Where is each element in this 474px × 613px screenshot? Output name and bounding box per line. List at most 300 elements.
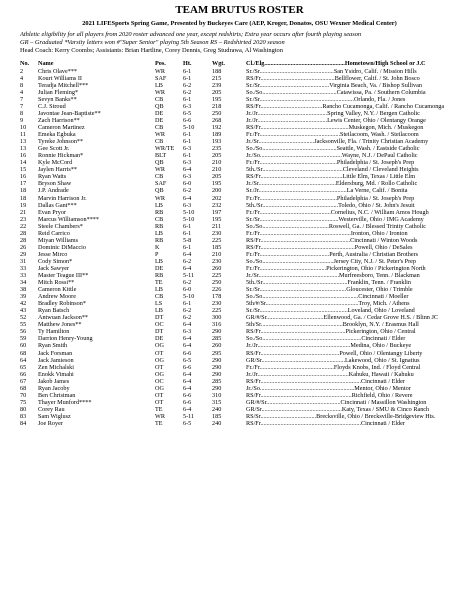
header-number: No. <box>20 59 30 67</box>
player-class-hometown: Fr./Fr................................................Floyds Knobs, Ind. / Floyd Central <box>246 363 421 371</box>
player-weight: 185 <box>212 243 222 251</box>
table-row <box>20 82 459 89</box>
eligibility-note: Athletic eligibility for all players from 2020 roster advanced one year, except redshirts; Extra year occurs after fourth playing season <box>20 31 362 38</box>
player-number: 9 <box>20 116 24 124</box>
player-class-hometown: 5th/#/Sr............................................................Troy, Mich. / Athens <box>246 300 410 308</box>
player-number: 29 <box>20 250 27 258</box>
player-position: CB <box>155 95 164 103</box>
player-weight: 232 <box>212 201 222 209</box>
player-name: Ryan Smith <box>38 342 68 350</box>
player-number: 68 <box>20 384 27 392</box>
player-position: CB <box>155 173 164 181</box>
player-position: OT <box>155 349 164 357</box>
player-height: 6-2 <box>183 88 192 96</box>
player-position: RB <box>155 272 164 280</box>
table-row <box>20 216 459 223</box>
page-subtitle: 2021 LIFESports Spring Game, Presented by Buckeyes Care (AEP, Kroger, Donatos, OSU Wexner Medical Center) <box>82 20 397 27</box>
player-name: Jesse Mirco <box>38 250 68 258</box>
player-height: 5-8 <box>183 236 192 244</box>
player-weight: 218 <box>212 102 222 110</box>
player-position: RB <box>155 236 164 244</box>
player-position: LB <box>155 286 163 294</box>
player-height: 6-5 <box>183 356 192 364</box>
player-number: 38 <box>20 286 27 294</box>
player-weight: 230 <box>212 300 222 308</box>
player-weight: 315 <box>212 398 222 406</box>
table-row <box>20 350 459 357</box>
player-position: DE <box>155 116 164 124</box>
player-position: OC <box>155 321 164 329</box>
player-position: DT <box>155 328 164 336</box>
player-height: 6-5 <box>183 109 192 117</box>
player-number: 13 <box>20 138 27 146</box>
table-row <box>20 173 459 180</box>
player-weight: 211 <box>212 222 222 230</box>
table-row <box>20 364 459 371</box>
player-weight: 300 <box>212 314 222 322</box>
player-position: SAF <box>155 74 167 82</box>
player-height: 6-5 <box>183 420 192 427</box>
player-class-hometown: Jr./Jr.............................................Lewis Center, Ohio / Olentangy Orange <box>246 116 426 124</box>
player-height: 6-3 <box>183 328 192 336</box>
player-weight: 185 <box>212 412 222 420</box>
player-weight: 250 <box>212 279 222 287</box>
player-height: 6-4 <box>183 405 192 413</box>
player-position: WR/TE <box>155 145 175 153</box>
player-height: 5-10 <box>183 208 195 216</box>
player-number: 67 <box>20 377 27 385</box>
player-weight: 290 <box>212 384 222 392</box>
table-row <box>20 371 459 378</box>
player-number: 18 <box>20 194 27 202</box>
table-row <box>20 293 459 300</box>
player-number: 26 <box>20 243 27 251</box>
player-name: Zach Harrison** <box>38 116 80 124</box>
player-name: Dominic DiMaccio <box>38 243 86 251</box>
player-name: Ryan Batsch <box>38 307 70 315</box>
player-position: WR <box>155 166 165 174</box>
table-row <box>20 342 459 349</box>
player-number: 16 <box>20 173 27 181</box>
player-weight: 239 <box>212 81 222 89</box>
player-name: Jack Forsman <box>38 349 73 357</box>
player-height: 6-4 <box>183 384 192 392</box>
player-height: 6-4 <box>183 335 192 343</box>
table-row <box>20 68 459 75</box>
player-name: Cameron Kittle <box>38 286 77 294</box>
table-row <box>20 223 459 230</box>
player-height: 6-1 <box>183 243 192 251</box>
player-height: 6-4 <box>183 321 192 329</box>
player-number: 68 <box>20 349 27 357</box>
player-height: 6-3 <box>183 201 192 209</box>
player-weight: 285 <box>212 377 222 385</box>
player-position: CB <box>155 124 164 132</box>
player-name: J.P. Andrade <box>38 187 69 195</box>
player-name: Julian Fleming* <box>38 88 79 96</box>
player-height: 5-10 <box>183 124 195 132</box>
table-row <box>20 321 459 328</box>
player-name: Kyle McCord <box>38 159 73 167</box>
player-number: 59 <box>20 335 27 343</box>
page-title: TEAM BRUTUS ROSTER <box>175 4 304 16</box>
player-class-hometown: GR/Sr......................................................Lakewood, Ohio / St. Ignatius <box>246 356 420 364</box>
player-class-hometown: Sr./Sr........................................................Gloucester, Ohio / Trimble <box>246 286 413 294</box>
player-number: 64 <box>20 356 27 364</box>
player-name: Teradja Mitchell*** <box>38 81 89 89</box>
player-class-hometown: So./So................................................Seattle, Wash. / Eastside Catholic <box>246 145 420 153</box>
table-row <box>20 406 459 413</box>
player-name: Kourt Williams II <box>38 74 82 82</box>
player-height: 6-4 <box>183 250 192 258</box>
player-number: 7 <box>20 95 24 103</box>
player-name: Cameron Martinez <box>38 124 85 132</box>
player-class-hometown: Sr./Sr................................................San Ysidro, Calif. / Mission Hills <box>246 67 417 75</box>
player-position: DE <box>155 109 164 117</box>
player-weight: 192 <box>212 124 222 132</box>
player-number: 70 <box>20 391 27 399</box>
player-height: 6-6 <box>183 363 192 371</box>
player-weight: 195 <box>212 215 222 223</box>
player-number: 42 <box>20 300 27 308</box>
player-weight: 210 <box>212 166 222 174</box>
player-height: 5-10 <box>183 215 195 223</box>
player-name: Miyan Williams <box>38 236 79 244</box>
player-class-hometown: Fr./Fr..................................................Philadelphia / St. Joseph's Prep <box>246 194 415 202</box>
player-class-hometown: Jr./Jr...........................................................Kahuku, Hawaii / Kahuku <box>246 370 414 378</box>
player-number: 75 <box>20 398 27 406</box>
player-class-hometown: RS/Fr................................................Bellflower, Calif. / St. John Bosco <box>246 74 420 82</box>
table-row <box>20 244 459 251</box>
player-position: QB <box>155 187 164 195</box>
player-class-hometown: Sr./Sr.........................................................Loveland, Ohio / Loveland <box>246 307 415 315</box>
player-class-hometown: GR/#/Sr................................................Cincinnati / Massillon Washington <box>246 398 427 406</box>
player-number: 66 <box>20 370 27 378</box>
player-height: 6-1 <box>183 138 192 146</box>
player-class-hometown: So./So...........................................Roswell, Ga. / Blessed Trinity Catholic <box>246 222 426 230</box>
player-position: DE <box>155 335 164 343</box>
player-number: 18 <box>20 187 27 195</box>
player-number: 84 <box>20 420 27 427</box>
player-position: OG <box>155 356 164 364</box>
player-position: BLT <box>155 152 167 160</box>
player-class-hometown: Fr./Fr..................................................Philadelphia / St. Joseph's Prep <box>246 159 415 167</box>
player-class-hometown: 5th/Sr.....................................................Brooklyn, N.Y. / Erasmus Hall <box>246 321 419 329</box>
player-weight: 260 <box>212 264 222 272</box>
player-position: WR <box>155 194 165 202</box>
player-name: Jack Sawyer <box>38 264 70 272</box>
player-number: 11 <box>20 131 26 139</box>
player-name: Jaylen Harris** <box>38 166 78 174</box>
player-weight: 188 <box>212 67 222 75</box>
player-class-hometown: Jr./Sr....................................Jacksonville, Fla. / Trinity Christian Academy <box>246 138 429 146</box>
table-row <box>20 265 459 272</box>
player-height: 6-4 <box>183 166 192 174</box>
player-weight: 200 <box>212 187 222 195</box>
player-weight: 202 <box>212 194 222 202</box>
table-row <box>20 237 459 244</box>
player-position: CB <box>155 293 164 301</box>
player-weight: 225 <box>212 272 222 280</box>
player-height: 6-3 <box>183 173 192 181</box>
roster-table <box>20 60 459 427</box>
player-height: 6-1 <box>183 67 192 75</box>
table-row <box>20 145 459 152</box>
player-name: Darrion Henry-Young <box>38 335 93 343</box>
player-class-hometown: Sr./Sr.............................................Virginia Beach, Va. / Bishop Sullivan <box>246 81 422 89</box>
player-class-hometown: Sr./Sr...................................................Westerville, Ohio / IMG Academy <box>246 215 424 223</box>
player-name: Sam Wiglusz <box>38 412 71 420</box>
player-number: 16 <box>20 152 27 160</box>
player-number: 13 <box>20 145 27 153</box>
player-number: 28 <box>20 236 27 244</box>
table-row <box>20 96 459 103</box>
player-name: Marcus Williamson**** <box>38 215 99 223</box>
player-position: OG <box>155 384 164 392</box>
table-row <box>20 328 459 335</box>
player-number: 33 <box>20 272 27 280</box>
player-number: 56 <box>20 328 27 336</box>
table-row <box>20 131 459 138</box>
table-row <box>20 272 459 279</box>
player-class-hometown: Fr./Fr...........................................Pickerington, Ohio / Pickerington North <box>246 264 426 272</box>
player-class-hometown: RS/Fr...................................................Powell, Ohio / Olentangy Liberty <box>246 349 423 357</box>
player-class-hometown: So./So................................................Catawissa, Pa. / Southern Columbia <box>246 88 426 96</box>
player-height: 6-6 <box>183 398 192 406</box>
player-position: LB <box>155 257 163 265</box>
table-row <box>20 392 459 399</box>
player-number: 2 <box>20 67 24 75</box>
player-name: Emeka Egbuka <box>38 131 76 139</box>
roster-body <box>20 68 459 427</box>
player-class-hometown: RS/Fr........................................Rancho Cucamonga, Calif. / Rancho Cucamonga <box>246 102 445 110</box>
player-class-hometown: Sr./Jr.........................................................La Verne, Calif. / Bonita <box>246 187 408 195</box>
player-class-hometown: Jr./Sr..................................................Eldersburg, Md. / Rollo Catholic <box>246 180 418 188</box>
player-number: 17 <box>20 180 27 188</box>
table-row <box>20 209 459 216</box>
player-number: 65 <box>20 363 27 371</box>
player-class-hometown: 5th./Sr.................................................Toledo, Ohio / St. John's Jesuit <box>246 201 415 209</box>
player-position: TE <box>155 405 163 413</box>
player-name: Javontae Jean-Baptiste** <box>38 109 101 117</box>
player-name: Antwuan Jackson** <box>38 314 89 322</box>
player-class-hometown: RS/Sr....................................Brecksville, Ohio / Brecksville-Bridgeview Hts. <box>246 412 436 420</box>
player-weight: 193 <box>212 138 222 146</box>
player-class-hometown: Fr./Fr....................................................Steilacoom, Wash. / Steilacoom <box>246 131 419 139</box>
table-row <box>20 307 459 314</box>
player-name: Sevyn Banks** <box>38 95 77 103</box>
player-number: 19 <box>20 201 27 209</box>
player-position: DE <box>155 264 164 272</box>
player-name: Ryan Watts <box>38 173 67 181</box>
player-height: 6-0 <box>183 286 192 294</box>
player-height: 5-10 <box>183 293 195 301</box>
player-number: 14 <box>20 159 27 167</box>
table-row <box>20 103 459 110</box>
player-class-hometown: Jr./Sr....................................................Murfreesboro, Tenn. / Blackman <box>246 272 420 280</box>
player-position: OG <box>155 342 164 350</box>
player-name: Jakob James <box>38 377 70 385</box>
player-number: 7 <box>20 102 24 110</box>
table-row <box>20 110 459 117</box>
player-name: Reid Carrico <box>38 229 70 237</box>
player-height: 6-2 <box>183 187 192 195</box>
player-weight: 250 <box>212 109 222 117</box>
table-row <box>20 202 459 209</box>
player-number: 23 <box>20 215 27 223</box>
player-name: Ben Christman <box>38 391 76 399</box>
player-weight: 226 <box>212 286 222 294</box>
player-weight: 295 <box>212 349 222 357</box>
player-position: OT <box>155 398 164 406</box>
player-height: 6-4 <box>183 370 192 378</box>
player-weight: 178 <box>212 293 222 301</box>
player-name: Gee Scott Jr. <box>38 145 70 153</box>
player-name: Steele Chambers* <box>38 222 83 230</box>
header-weight: Wgt. <box>212 59 225 67</box>
player-position: LS <box>155 300 163 308</box>
player-position: OC <box>155 377 164 385</box>
header-position: Pos. <box>155 59 166 67</box>
player-weight: 225 <box>212 307 222 315</box>
player-height: 6-6 <box>183 391 192 399</box>
player-weight: 240 <box>212 405 222 413</box>
table-row <box>20 286 459 293</box>
player-class-hometown: Fr./Fr..............................................Cornelius, N.C. / William Amos Hough <box>246 208 429 216</box>
player-weight: 316 <box>212 321 222 329</box>
player-name: Bryson Shaw <box>38 180 72 188</box>
player-name: Bradley Robinson* <box>38 300 86 308</box>
table-row <box>20 300 459 307</box>
legend-note: GR – Graduated *Varsity letters won #"Super Senior" playing 5th Season RS – Redshirted 2020 season <box>20 39 285 47</box>
table-row <box>20 159 459 166</box>
player-number: 43 <box>20 307 27 315</box>
player-number: 15 <box>20 166 27 174</box>
table-row <box>20 230 459 237</box>
player-position: CB <box>155 215 164 223</box>
table-row <box>20 399 459 406</box>
table-row <box>20 89 459 96</box>
player-height: 6-0 <box>183 180 192 188</box>
player-class-hometown: Fr./Fr...........................................................Ironton, Ohio / Ironton <box>246 229 408 237</box>
player-class-hometown: Fr./Fr.............................................Perth, Australia / Christian Brothers <box>246 250 419 258</box>
player-weight: 225 <box>212 236 222 244</box>
player-height: 6-4 <box>183 194 192 202</box>
header-class-hometown: Cl./Elg....................................................Hometown/High School or J.C <box>246 59 426 67</box>
player-position: QB <box>155 159 164 167</box>
player-position: SAF <box>155 180 167 188</box>
player-class-hometown: RS/Fr.....................................................Little Elm, Texas / Little Elm <box>246 173 416 181</box>
player-number: 21 <box>20 208 27 216</box>
table-row <box>20 420 459 427</box>
table-row <box>20 124 459 131</box>
player-height: 6-3 <box>183 159 192 167</box>
player-position: WR <box>155 131 165 139</box>
player-name: Dallas Gant*** <box>38 201 77 209</box>
player-weight: 210 <box>212 250 222 258</box>
table-row <box>20 413 459 420</box>
player-class-hometown: RS/Fr.................................................................Cincinnati / Elder <box>246 377 405 385</box>
player-weight: 230 <box>212 257 222 265</box>
player-height: 6-2 <box>183 81 192 89</box>
player-position: OT <box>155 363 164 371</box>
coaching-staff: Head Coach: Kerry Coombs; Assistants: Brian Hartline, Corey Dennis, Greg Studrawa, Al Washington <box>20 47 283 55</box>
player-weight: 189 <box>212 131 222 139</box>
player-name: Joe Royer <box>38 420 63 427</box>
player-name: Marvin Harrison Jr. <box>38 194 87 202</box>
player-height: 6-1 <box>183 229 192 237</box>
player-height: 6-4 <box>183 264 192 272</box>
player-weight: 195 <box>212 95 222 103</box>
player-class-hometown: Jr./So.............................................................Mentor, Ohio / Mentor <box>246 384 411 392</box>
player-class-hometown: GR/Sr....................................................Katy, Texas / SMU & Cinco Ranch <box>246 405 430 413</box>
player-position: TE <box>155 420 163 427</box>
player-name: Zen Michalski <box>38 363 74 371</box>
player-weight: 205 <box>212 88 222 96</box>
player-class-hometown: Jr./Jr............................................................Medina, Ohio / Buckeye <box>246 342 412 350</box>
player-weight: 205 <box>212 173 222 181</box>
player-number: 22 <box>20 222 27 230</box>
roster-header-row <box>20 60 459 67</box>
player-name: Thayer Munford**** <box>38 398 92 406</box>
player-position: WR <box>155 88 165 96</box>
table-row <box>20 187 459 194</box>
player-weight: 235 <box>212 145 222 153</box>
table-row <box>20 138 459 145</box>
player-class-hometown: RS/Fr.......................................................Pickerington, Ohio / Central <box>246 328 416 336</box>
player-weight: 290 <box>212 328 222 336</box>
table-row <box>20 357 459 364</box>
player-position: TE <box>155 279 163 287</box>
player-class-hometown: So./So................................................................Cincinnati / Elder <box>246 335 406 343</box>
player-number: 4 <box>20 88 24 96</box>
player-number: 28 <box>20 229 27 237</box>
player-name: Ryan Jacoby <box>38 384 70 392</box>
player-class-hometown: 5th./Sr.......................................................Franklin, Tenn. / Franklin <box>246 279 411 287</box>
player-name: Andrew Moore <box>38 293 76 301</box>
player-position: OT <box>155 391 164 399</box>
player-weight: 240 <box>212 420 222 427</box>
player-number: 31 <box>20 257 27 265</box>
player-number: 4 <box>20 74 24 82</box>
player-position: LB <box>155 201 163 209</box>
player-number: 33 <box>20 264 27 272</box>
player-position: K <box>155 243 160 251</box>
player-height: 6-4 <box>183 377 192 385</box>
player-weight: 290 <box>212 363 222 371</box>
player-weight: 260 <box>212 342 222 350</box>
player-position: WR <box>155 412 165 420</box>
table-row <box>20 180 459 187</box>
player-weight: 268 <box>212 116 222 124</box>
player-class-hometown: So./So..............................................Jersey City, N.J. / St. Peter's Prep <box>246 257 417 265</box>
player-weight: 195 <box>212 180 222 188</box>
player-height: 6-3 <box>183 102 192 110</box>
player-height: 6-1 <box>183 74 192 82</box>
table-row <box>20 75 459 82</box>
player-height: 6-2 <box>183 314 192 322</box>
player-class-hometown: Sr./Sr.............................................................Orlando, Fla. / Jones <box>246 95 406 103</box>
player-position: P <box>155 250 159 258</box>
player-number: 83 <box>20 412 27 420</box>
player-name: Jack Jamieson <box>38 356 74 364</box>
player-weight: 215 <box>212 74 222 82</box>
player-class-hometown: RS/Fr.................................................................Cincinnati / Elder <box>246 420 405 427</box>
table-row <box>20 314 459 321</box>
player-name: Chris Olave*** <box>38 67 78 75</box>
player-height: 6-6 <box>183 116 192 124</box>
player-name: Master Teague III** <box>38 272 89 280</box>
